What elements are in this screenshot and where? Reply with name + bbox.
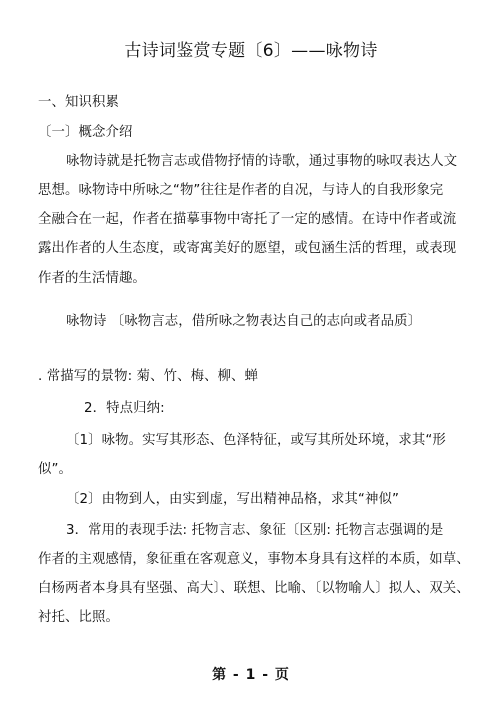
list-item-features-heading: 2．特点归纳: <box>84 401 165 416</box>
subsection-heading-concept: 〔一〕概念介绍 <box>38 125 133 140</box>
paragraph-line: 白杨两者本身具有坚强、高大〕、联想、比喻、〔以物喻人〕拟人、双关、 <box>38 581 470 596</box>
list-item-techniques: 3．常用的表现手法: 托物言志、象征〔区别: 托物言志强调的是 <box>66 523 444 538</box>
page-number-footer: 第 - 1 - 页 <box>212 667 290 683</box>
paragraph-line: 作者的主观感情，象征重在客观意义，事物本身具有这样的本质，如草、 <box>38 552 470 567</box>
paragraph-line: 作者的生活情趣。 <box>38 271 146 286</box>
feature-point-1-continued: 似”。 <box>38 462 73 477</box>
paragraph-line: 思想。咏物诗中所咏之“物”往往是作者的自况，与诗人的自我形象完 <box>38 183 444 198</box>
paragraph-line: 全融合在一起，作者在描摹事物中寄托了一定的感情。在诗中作者或流 <box>38 212 457 227</box>
document-title: 古诗词鉴赏专题〔6〕——咏物诗 <box>124 41 378 61</box>
feature-point-1: 〔1〕咏物。实写其形态、色泽特征，或写其所处环境，求其“形 <box>66 433 446 448</box>
paragraph-line: 露出作者的人生态度，或寄寓美好的愿望，或包涵生活的哲理，或表现 <box>38 241 457 256</box>
definition-line: 咏物诗 〔咏物言志，借所咏之物表达自己的志向或者品质〕 <box>66 314 422 329</box>
paragraph-line: 咏物诗就是托物言志或借物抒情的诗歌，通过事物的咏叹表达人文 <box>66 154 458 169</box>
paragraph-line: 衬托、比照。 <box>38 610 119 625</box>
feature-point-2: 〔2〕由物到人，由实到虚，写出精神品格，求其“神似” <box>66 492 399 507</box>
list-item-scenery: . 常描写的景物: 菊、竹、梅、柳、蝉 <box>38 369 259 384</box>
section-heading-knowledge: 一、知识积累 <box>38 95 119 110</box>
